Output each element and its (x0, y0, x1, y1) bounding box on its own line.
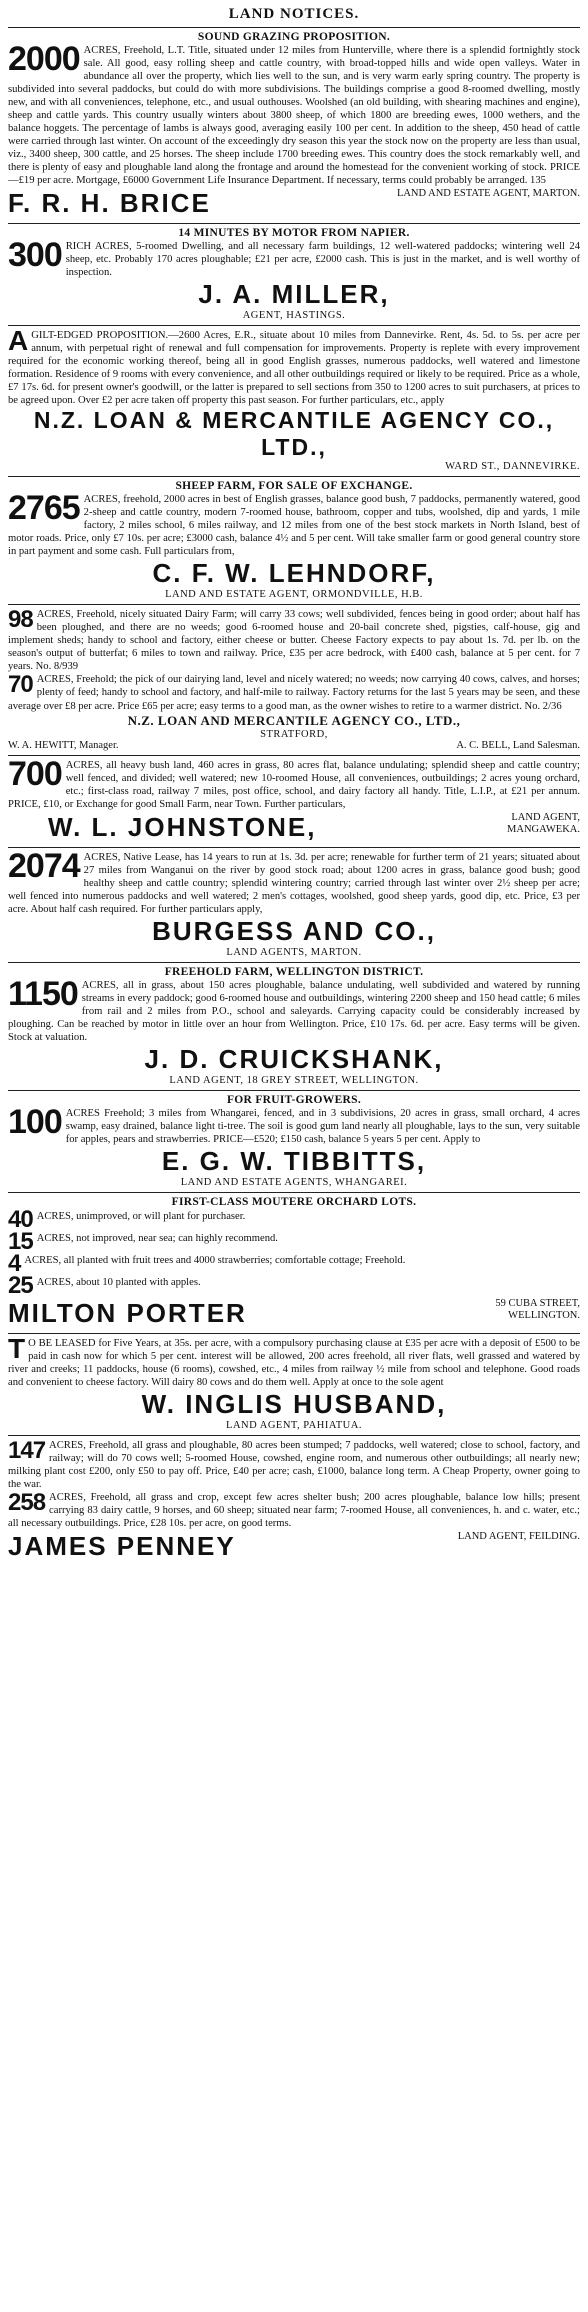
ad-body (8, 846, 580, 916)
agent-name: E. G. W. TIBBITTS, (161, 1145, 427, 1176)
ad-dairy-farms (8, 604, 580, 754)
salesman-name: A. C. BELL, Land Salesman. (456, 739, 580, 751)
masthead-title: LAND NOTICES. (228, 6, 360, 22)
ad-moutere-orchards (8, 1192, 580, 1333)
ad-heading: FREEHOLD FARM, WELLINGTON DISTRICT. (164, 965, 424, 978)
lot-text: ACRES, all planted with fruit trees and 4000 strawberries; comfortable cottage; Freehold. (24, 1254, 406, 1266)
ad-body (8, 236, 580, 279)
agent-address: LAND AGENT, FEILDING. (457, 1530, 580, 1542)
ad-wellington-farm (8, 962, 580, 1090)
acreage-lead: 98 (8, 606, 33, 634)
ad-body-2 (8, 1488, 580, 1530)
acreage-lead: 40 (8, 1205, 33, 1233)
ad-feilding-farms (8, 1435, 580, 1566)
agent-address: AGENT, HASTINGS. (242, 310, 346, 322)
acreage-lead: 1150 (8, 974, 78, 1013)
ad-body (8, 1102, 580, 1146)
agent-row (8, 1298, 580, 1329)
ad-body (8, 608, 580, 673)
ad-bush-land (8, 755, 580, 847)
acreage-lead: 147 (8, 1436, 46, 1464)
ad-ref: No. 8/939 (35, 661, 79, 673)
ad-heading: FIRST-CLASS MOUTERE ORCHARD LOTS. (171, 1195, 417, 1208)
staff-row (8, 740, 580, 751)
agent-name: J. D. CRUICKSHANK, (144, 1043, 444, 1074)
agent-name: W. L. JOHNSTONE, (48, 811, 317, 842)
ad-sheep-farm (8, 476, 580, 604)
ad-fruit-growers (8, 1090, 580, 1192)
ad-body (8, 974, 580, 1044)
lot-text: ACRES, about 10 planted with apples. (36, 1276, 201, 1288)
lot-item (8, 1205, 580, 1233)
ad-heading: SOUND GRAZING PROPOSITION. (197, 31, 391, 43)
ad-text: ACRES, all heavy bush land, 460 acres in grass, 80 acres flat, balance undulating; splendid sheep and cattle country; well fenced, and divided; well watered; new 10-roomed House, all conveniences, outbuildings; 2 acres young orchard, etc.; first-class road, railway 7 miles, post office, school, and dairy factory all handy. Title, L.I.P., at £21 per annum. PRICE, £10, or Exchange for good Small Farm, near Town. Further particulars, (8, 759, 580, 810)
agent-name: C. F. W. LEHNDORF, (152, 558, 436, 589)
agent-address: LAND AND ESTATE AGENT, ORMONDVILLE, H.B. (165, 589, 423, 601)
agent-address: LAND AGENT, MANGAWEKA. (507, 811, 580, 835)
agent-address: LAND AGENT, 18 GREY STREET, WELLINGTON. (169, 1074, 419, 1086)
acreage-lead: 258 (8, 1488, 46, 1516)
ad-sound-grazing (8, 27, 580, 223)
ad-gilt-edged (8, 325, 580, 476)
lot-item (8, 1249, 580, 1277)
ad-lease (8, 1333, 580, 1435)
ad-body (8, 1332, 580, 1389)
ad-text: GILT-EDGED PROPOSITION.—2600 Acres, E.R., situate about 10 miles from Dannevirke. Rent, 4s. 5d. to 5s. per acre per annum, with perpetual right of renewal and full compensation for improvements. Property is replete with every improvement required for the economic working thereof, being all in good English grasses, numerous paddocks, well watered and limestone formation. Residence of 9 rooms with every convenience, and all other outbuildings required or likely to be required. Price as a whole, £7 17s. 6d. for present owner's goodwill, or the latter is prepared to sell sections from 350 to 1200 acres to suit purchasers, at prices to be agreed upon. Over £2 per acre taken off property this past season. For further particulars, etc., apply (8, 330, 580, 407)
ad-text: O BE LEASED for Five Years, at 35s. per acre, with a compulsory purchasing clause at £35 per acre with a deposit of £500 to be paid in cash now for which 5 per cent. interest will be allowed, 200 acres freehold, all river flats, well grassed and watered by river and creeks; 11 paddocks, house (6 rooms), cowshed, etc., 4 miles from railway ½ mile from school and telephone. Good roads and convenient to cheese factory. Will dairy 80 cows and do them well. Apply at once to the sole agent (8, 1337, 580, 1388)
ad-text: ACRES, Freehold, L.T. Title, situated under 12 miles from Hunterville, where there is a splendid fortnightly stock sale. All good, easy rolling sheep and cattle country, with broad-topped hills and wide open valleys. Water in abundance all over the property, which lies well to the sun, and is very warm early spring country. The property is subdivided into several paddocks, but could do with more subdivisions. The buildings comprise a good 8-roomed dwelling, mostly new, and with all conveniences, telephone, etc., and usual outhouses. Woolshed (an old building, with shearing machines and engine), sheep and cattle yards. This country usually winters about 3800 sheep, of which 1800 are breeding ewes, 1000 wethers, and the balance hoggets. The percentage of lambs is always good, averaging easily 100 per cent. In addition to the sheep, 450 head of cattle were carried through last winter. On account of the exceedingly dry season this year the stock now on the property are less than usual, viz., 3400 sheep, 300 cattle, and 25 horses. The sheep include 1700 breeding ewes. This country does the stock remarkably well, and there is plenty of easy and ploughable land along the frontage and around the homestead for the convenient working of stock. PRICE—£19 per acre. Mortgage, £6000 Government Life Insurance Department. If necessary, terms could probably be arranged. (8, 45, 580, 187)
agent-address: 59 CUBA STREET, WELLINGTON. (495, 1297, 580, 1321)
agent-row (8, 188, 580, 219)
ad-heading: FOR FRUIT-GROWERS. (226, 1093, 362, 1106)
ad-heading: 14 MINUTES BY MOTOR FROM NAPIER. (178, 227, 410, 240)
land-notices-page (8, 0, 580, 1566)
agent-name: W. INGLIS HUSBAND, (141, 1388, 447, 1419)
ad-native-lease (8, 847, 580, 962)
ad-text: ACRES, all in grass, about 150 acres ploughable, balance undulating, well subdivided and watered by running streams in every paddock; good 6-roomed house and outbuildings, wintering 2200 sheep and 150 head cattle; 6 miles from rail and 2 miles from P.O., school and saleyards. Carrying capacity could be considerably increased by ploughing. Can be reached by motor in little over an hour from Wellington. Price, £10 17s. 6d. per acre. Easy terms will be given. Stock at valuation. (8, 979, 580, 1043)
ad-body (8, 754, 580, 811)
acreage-lead: 2765 (8, 489, 80, 528)
lot-text: ACRES, not improved, near sea; can highly recommend. (36, 1232, 278, 1244)
agent-name: N.Z. LOAN & MERCANTILE AGENCY CO., LTD., (33, 407, 555, 461)
agent-address: LAND AGENT, PAHIATUA. (226, 1419, 362, 1431)
agent-name: F. R. H. BRICE (8, 188, 211, 219)
acreage-lead: 700 (8, 754, 62, 793)
acreage-lead: 25 (8, 1271, 33, 1299)
ad-ref: 135 (530, 175, 546, 187)
agent-address: LAND AGENTS, MARTON. (226, 946, 362, 958)
agent-address: WARD ST., DANNEVIRKE. (445, 461, 580, 473)
lot-item (8, 1227, 580, 1255)
ad-heading: SHEEP FARM, FOR SALE OF EXCHANGE. (175, 480, 413, 493)
acreage-lead: 300 (8, 236, 62, 275)
ad-text: ACRES, Native Lease, has 14 years to run at 1s. 3d. per acre; renewable for further term of 21 years; situated about 27 miles from Wanganui on the river by good stock road; about 1200 acres in grass, balance good bush; good healthy sheep and cattle country; splendid wintering country; carried through last winter over 2½ sheep per acre; well fenced into numerous paddocks and well watered; 2 men's cottages, woolshed, good sheep yards, good dip, etc. Price, £3 per acre. About half cash required. For further particulars apply, (8, 851, 580, 915)
lot-text: ACRES, unimproved, or will plant for purchaser. (36, 1210, 246, 1222)
ad-text: ACRES Freehold; 3 miles from Whangarei, fenced, and in 3 subdivisions, 20 acres in grass, small orchard, 4 acres swamp, easy drained, balance light ti-tree. The soil is good gum land nearly all ploughable, lays to the sun, very suitable for apples, pears and strawberries. PRICE—£520; £150 cash, balance 5 years 5 per cent. Apply to (65, 1107, 580, 1145)
agent-name: J. A. MILLER, (198, 279, 390, 310)
acreage-lead: 70 (8, 671, 33, 699)
acreage-lead: 2000 (8, 40, 80, 78)
ad-body-2 (8, 673, 580, 712)
ad-text: ACRES, Freehold, all grass and ploughable, 80 acres been stumped; 7 paddocks, well watered; close to school, factory, and railway; will do 70 cows well; 5-roomed House, cowshed, engine room, and numerous other outbuildings; all nearly new; milking plant cost £200, only £50 to pay off. Price, £40 per acre; cash, £1000, balance long term. A Cheap Property, owner going to the war. (8, 1439, 580, 1490)
ad-text: ACRES, Freehold, all grass and crop, except few acres shelter bush; 200 acres ploughable, balance low hills; present carrying 83 dairy cattle, 9 horses, and 60 sheep; situated near farm; 7-roomed House, all conveniences, h. and c. water, etc.; all necessary outbuildings. Price, £28 10s. per acre, on good terms. (8, 1491, 580, 1529)
manager-name: W. A. HEWITT, Manager. (8, 739, 119, 751)
agent-name: JAMES PENNEY (8, 1530, 236, 1561)
acreage-lead: 100 (8, 1102, 62, 1141)
ad-body (8, 325, 580, 407)
agent-address: LAND AND ESTATE AGENT, MARTON. (396, 188, 580, 200)
agent-name: MILTON PORTER (8, 1297, 247, 1328)
ad-ref: No. 2/36 (524, 700, 562, 712)
ad-body (8, 489, 580, 558)
ad-body (8, 40, 580, 187)
ad-text: ACRES, freehold, 2000 acres in best of English grasses, balance good bush, 7 paddocks, permanently watered, good 2-sheep and cattle country, modern 7-roomed house, bathroom, copper and tubs, woolshed, dip and yards, 1 mile factory, 2 miles school, 6 miles railway, and 12 miles from one of the best stock markets in North Island, best of motor roads. Price, only £7 10s. per acre; £3000 cash, balance 4½ and 5 per cent. Will take smaller farm or good general country store in part payment and some cash. Full particulars from, (8, 494, 580, 558)
drop-cap: T (8, 1332, 25, 1364)
drop-cap: A (8, 325, 28, 357)
agent-row (8, 812, 580, 843)
ad-text: ACRES, Freehold, nicely situated Dairy Farm; will carry 33 cows; well subdivided, fences being in good order; about half has been ploughed, and there are no weeds; good 6-roomed house and 20-bail concrete shed, pigsties, calf-house, gig and implement sheds; handy to school and factory, either cheese or butter. Cheese Factory expects to pay about 1s. 7d. per lb. on the season's output of butterfat; 6 miles to town and railway. Price, £35 per acre bedrock, with £400 cash, balance at 5 per cent. for 7 years. (8, 609, 580, 673)
acreage-lead: 4 (8, 1249, 21, 1277)
ad-text: ACRES, Freehold; the pick of our dairying land, level and nicely watered; no weeds; now carrying 40 cows, calves, and horses; plenty of feed; handy to school and factory, and half-mile to railway. Factory returns for the last 5 years may be seen, and these average over £8 per acre. Price £65 per acre; easy terms to a good man, as the owner wishes to retire to a warmer district. (8, 674, 580, 712)
ad-body (8, 1436, 580, 1491)
ad-napier (8, 223, 580, 325)
agent-address: LAND AND ESTATE AGENTS, WHANGAREI. (180, 1176, 408, 1188)
acreage-lead: 15 (8, 1227, 33, 1255)
agent-name: N.Z. LOAN AND MERCANTILE AGENCY CO., LTD., (127, 712, 461, 728)
agent-address: STRATFORD, (260, 728, 328, 740)
ad-text: RICH ACRES, 5-roomed Dwelling, and all necessary farm buildings, 12 well-watered paddocks; wintering well 24 sheep, etc. Probably 170 acres ploughable; £21 per acre, £2000 cash. This is just in the market, and is well worthy of inspection. (65, 241, 580, 279)
agent-row (8, 1531, 580, 1562)
acreage-lead: 2074 (8, 846, 80, 885)
agent-name: BURGESS AND CO., (152, 915, 436, 946)
lot-item (8, 1271, 580, 1299)
